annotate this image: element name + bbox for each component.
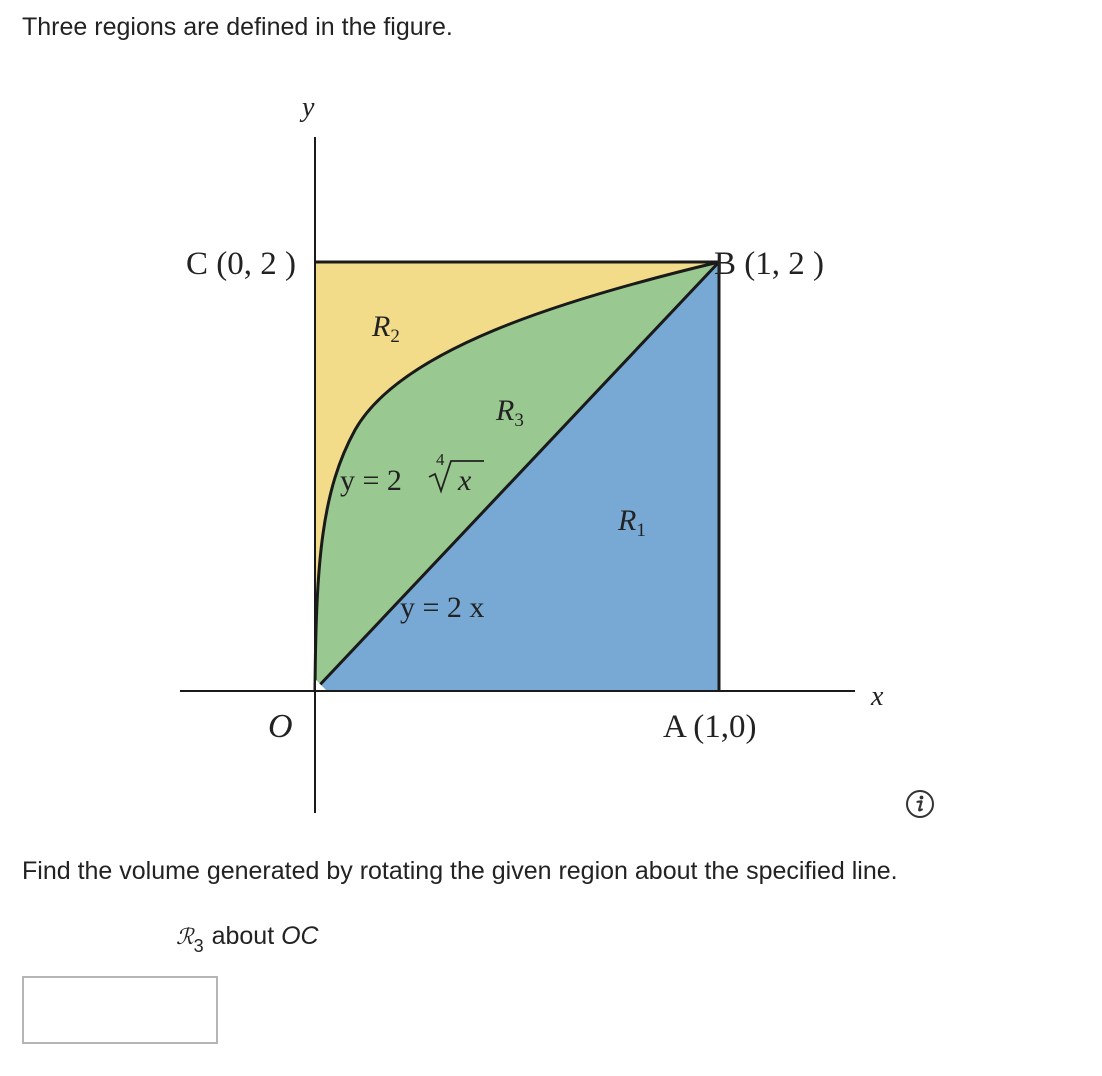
about-text: about xyxy=(211,922,275,950)
curve-label-index: 4 xyxy=(436,450,445,469)
origin-label: O xyxy=(268,708,293,745)
answer-input[interactable] xyxy=(22,976,218,1044)
question-text: Find the volume generated by rotating the given region about the specified line. xyxy=(22,857,898,885)
y-axis-label: y xyxy=(302,92,315,123)
region-symbol: ℛ xyxy=(176,925,194,950)
point-a-label: A (1,0) xyxy=(663,709,757,745)
info-icon[interactable] xyxy=(905,789,935,819)
region-2-label: $R_2$ xyxy=(372,310,400,347)
intro-text: Three regions are defined in the figure. xyxy=(22,13,453,41)
line-equation-label: y = 2 x xyxy=(400,591,485,624)
region-1-label: $R_1$ xyxy=(618,504,646,541)
region-subscript: 3 xyxy=(193,936,204,956)
point-c-label: C (0, 2 ) xyxy=(186,246,296,282)
x-axis-label: x xyxy=(871,681,884,712)
curve-label-radicand: x xyxy=(458,464,472,497)
region-3-label: $R_3$ xyxy=(496,394,524,431)
rotation-axis-name: OC xyxy=(281,922,319,950)
curve-label-prefix: y = 2 xyxy=(340,464,402,497)
point-b-label: B (1, 2 ) xyxy=(714,246,824,282)
problem-statement xyxy=(176,921,319,956)
